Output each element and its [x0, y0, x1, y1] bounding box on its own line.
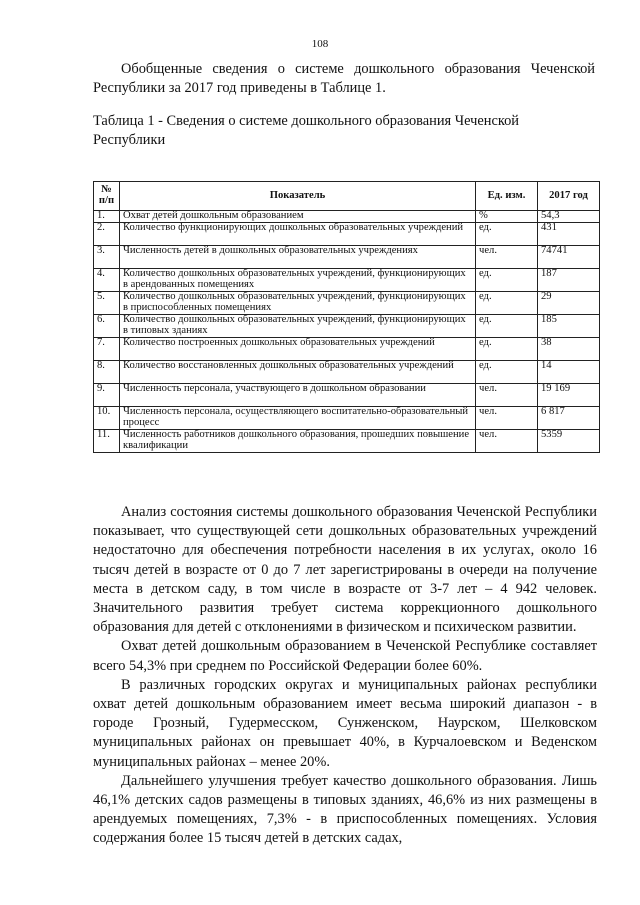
paragraph-districts: В различных городских округах и муниципальных районах республики охват детей дошкольным образованием имеет весьма широкий диапазон - в городе Грозный, Гудермесском, Сунженском, Наурском, Шелковском муниципальных районах он превышает 40%, в Курчалоевском и Веденском муниципальных районах – менее 20%. — [93, 676, 597, 770]
row-number: 3. — [94, 246, 120, 269]
row-indicator: Количество дошкольных образовательных учреждений, функционирующих в арендованных помещениях — [120, 269, 476, 292]
row-value: 431 — [538, 223, 600, 246]
row-number: 4. — [94, 269, 120, 292]
table-row — [94, 361, 600, 384]
row-value: 54,3 — [538, 211, 600, 223]
row-value: 19 169 — [538, 384, 600, 407]
page-number: 108 — [311, 38, 329, 50]
row-value: 29 — [538, 292, 600, 315]
paragraph-analysis: Анализ состояния системы дошкольного образования Чеченской Республики показывает, что существующей сети дошкольных образовательных учреждений недостаточно для обеспечения потребности населения в их услугах, около 16 тысяч детей в возрасте от 0 до 7 лет зарегистрированы в очереди на получение места в детском саду, в том числе в возрасте от 3-7 лет – 4 942 человек. Значительного развития требует система коррекционного дошкольного образования для детей с отклонениями в физическом и психическом развитии. — [93, 504, 597, 636]
table-row — [94, 430, 600, 453]
row-value: 6 817 — [538, 407, 600, 430]
row-indicator: Охват детей дошкольным образованием — [120, 211, 476, 223]
table-row — [94, 269, 600, 292]
row-value: 187 — [538, 269, 600, 292]
row-number: 1. — [94, 211, 120, 223]
table-row — [94, 338, 600, 361]
data-table — [93, 181, 600, 453]
intro-paragraph: Обобщенные сведения о системе дошкольного образования Чеченской Республики за 2017 год приведены в Таблице 1. — [93, 61, 595, 96]
row-value: 5359 — [538, 430, 600, 453]
row-number: 6. — [94, 315, 120, 338]
row-indicator: Численность персонала, участвующего в дошкольном образовании — [120, 384, 476, 407]
row-indicator: Численность детей в дошкольных образовательных учреждениях — [120, 246, 476, 269]
table-row — [94, 211, 600, 223]
row-indicator: Количество восстановленных дошкольных образовательных учреждений — [120, 361, 476, 384]
paragraph-quality: Дальнейшего улучшения требует качество дошкольного образования. Лишь 46,1% детских садов размещены в типовых зданиях, 46,6% из них размещены в арендуемых помещениях, 7,3% - в приспособленных помещениях. Условия содержания более 15 тысяч детей в детских садах, — [93, 772, 597, 847]
row-indicator: Количество дошкольных образовательных учреждений, функционирующих в типовых зданиях — [120, 315, 476, 338]
row-unit: ед. — [476, 338, 538, 361]
header-indicator: Показатель — [120, 182, 476, 211]
row-number: 5. — [94, 292, 120, 315]
body-text — [93, 503, 597, 849]
row-indicator: Численность персонала, осуществляющего воспитательно-образовательный процесс — [120, 407, 476, 430]
row-number: 2. — [94, 223, 120, 246]
row-unit: чел. — [476, 384, 538, 407]
row-value: 74741 — [538, 246, 600, 269]
table-row — [94, 246, 600, 269]
header-unit: Ед. изм. — [476, 182, 538, 211]
row-unit: % — [476, 211, 538, 223]
row-number: 8. — [94, 361, 120, 384]
row-unit: ед. — [476, 292, 538, 315]
row-unit: чел. — [476, 430, 538, 453]
row-number: 9. — [94, 384, 120, 407]
row-indicator: Численность работников дошкольного образования, прошедших повышение квалификации — [120, 430, 476, 453]
row-unit: ед. — [476, 223, 538, 246]
table-row — [94, 315, 600, 338]
row-unit: чел. — [476, 407, 538, 430]
paragraph-coverage: Охват детей дошкольным образованием в Чеченской Республике составляет всего 54,3% при среднем по Российской Федерации более 60%. — [93, 638, 597, 674]
header-number: № п/п — [94, 182, 120, 211]
row-indicator: Количество построенных дошкольных образовательных учреждений — [120, 338, 476, 361]
table-row — [94, 292, 600, 315]
row-number: 11. — [94, 430, 120, 453]
table-row — [94, 384, 600, 407]
table-caption: Таблица 1 - Сведения о системе дошкольного образования Чеченской Республики — [93, 113, 520, 148]
row-number: 10. — [94, 407, 120, 430]
row-indicator: Количество дошкольных образовательных учреждений, функционирующих в приспособленных помещениях — [120, 292, 476, 315]
row-unit: ед. — [476, 269, 538, 292]
table-row — [94, 407, 600, 430]
row-unit: чел. — [476, 246, 538, 269]
table-row — [94, 223, 600, 246]
header-year: 2017 год — [538, 182, 600, 211]
row-value: 185 — [538, 315, 600, 338]
row-value: 38 — [538, 338, 600, 361]
row-number: 7. — [94, 338, 120, 361]
row-unit: ед. — [476, 315, 538, 338]
row-indicator: Количество функционирующих дошкольных образовательных учреждений — [120, 223, 476, 246]
row-unit: ед. — [476, 361, 538, 384]
table-header-row — [94, 182, 600, 211]
row-value: 14 — [538, 361, 600, 384]
